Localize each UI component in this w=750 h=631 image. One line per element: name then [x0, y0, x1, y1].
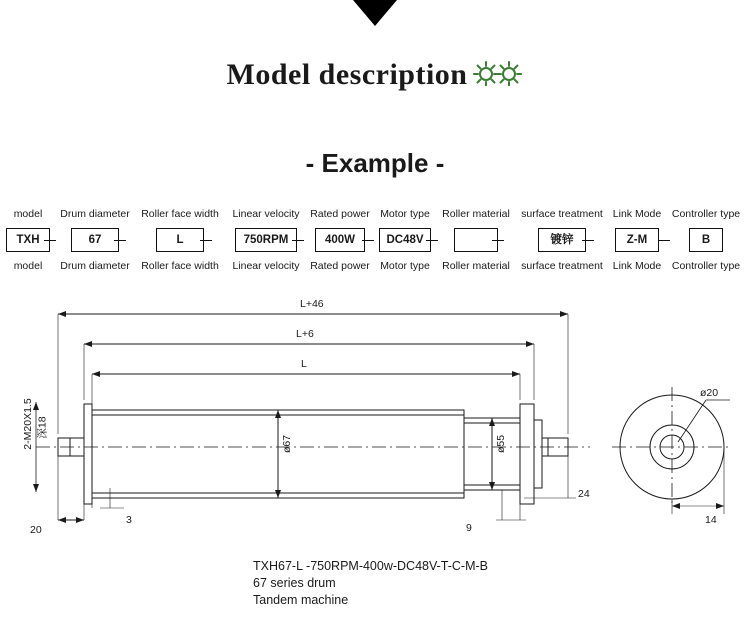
- code-cell-8: [608, 228, 666, 252]
- page-title: [0, 58, 750, 94]
- code-foot-7: surface treatment: [521, 260, 603, 272]
- model-code-breakdown: [0, 208, 750, 286]
- code-cell-5: [374, 228, 436, 252]
- page-title-text: Model description: [226, 58, 468, 91]
- code-cell-9: [666, 228, 746, 252]
- dim-label-shaft-dia: ø20: [700, 387, 719, 399]
- dim-label-face-width: L: [301, 358, 307, 370]
- code-head-6: Roller material: [442, 208, 510, 220]
- dim-label-right-step: 9: [466, 522, 472, 534]
- caption-line-machine: Tandem machine: [253, 593, 349, 607]
- code-foot-5: Motor type: [380, 260, 430, 272]
- code-foot-9: Controller type: [671, 260, 741, 272]
- code-box-row: [0, 228, 750, 252]
- code-foot-1: Drum diameter: [60, 260, 130, 272]
- code-cell-4: [306, 228, 374, 252]
- code-foot-8: Link Mode: [612, 260, 662, 272]
- gear-icon: [472, 60, 524, 94]
- code-foot-3: Linear velocity: [232, 260, 300, 272]
- caption-line-model-code: TXH67-L -750RPM-400w-DC48V-T-C-M-B: [253, 559, 489, 573]
- dim-label-mid: L+6: [296, 328, 314, 340]
- dim-label-right-offset: 24: [578, 488, 590, 500]
- code-head-5: Motor type: [380, 208, 430, 220]
- code-header-row: [0, 208, 750, 220]
- dim-label-end-dia: ø55: [495, 434, 507, 454]
- dim-label-shaft-depth: 深18: [36, 416, 49, 439]
- code-cell-2: [134, 228, 226, 252]
- code-cell-6: [436, 228, 516, 252]
- code-box-motor-type: DC48V: [379, 228, 431, 252]
- code-box-link-mode: Z-M: [615, 228, 659, 252]
- code-cell-0: [0, 228, 56, 252]
- dim-label-overall-top: L+46: [300, 298, 324, 310]
- left-flange: [84, 404, 92, 504]
- code-head-4: Rated power: [310, 208, 370, 220]
- drawing-caption: [253, 558, 488, 609]
- dim-label-drum-dia: ø67: [281, 434, 293, 454]
- right-flange: [520, 404, 534, 504]
- code-box-surface-treatment: 镀锌: [538, 228, 586, 252]
- code-head-9: Controller type: [671, 208, 741, 220]
- code-cell-1: [56, 228, 134, 252]
- code-foot-4: Rated power: [310, 260, 370, 272]
- code-head-2: Roller face width: [141, 208, 219, 220]
- code-foot-0: model: [13, 260, 43, 272]
- code-head-0: model: [13, 208, 43, 220]
- code-footer-row: [0, 260, 750, 272]
- code-box-linear-velocity: 750RPM: [235, 228, 297, 252]
- dim-label-section-dim: 14: [705, 514, 717, 526]
- code-head-3: Linear velocity: [232, 208, 300, 220]
- code-box-model: TXH: [6, 228, 50, 252]
- drawing-svg: [0, 292, 750, 552]
- code-foot-6: Roller material: [442, 260, 510, 272]
- code-head-1: Drum diameter: [60, 208, 130, 220]
- code-box-rated-power: 400W: [315, 228, 365, 252]
- page-subtitle: - Example -: [305, 148, 445, 178]
- code-cell-7: [516, 228, 608, 252]
- code-head-7: surface treatment: [521, 208, 603, 220]
- code-box-controller-type: B: [689, 228, 723, 252]
- technical-drawing: [0, 292, 750, 552]
- dim-label-left-offset: 20: [30, 524, 42, 536]
- code-box-drum-diameter: 67: [71, 228, 119, 252]
- caption-line-series: 67 series drum: [253, 576, 336, 590]
- dim-label-shaft-thread: 2-M20X1.5: [22, 398, 34, 450]
- code-foot-2: Roller face width: [141, 260, 219, 272]
- code-cell-3: [226, 228, 306, 252]
- dim-label-left-step: 3: [126, 514, 132, 526]
- code-box-roller-face-width: L: [156, 228, 204, 252]
- top-arrow-marker: [353, 0, 397, 26]
- code-head-8: Link Mode: [612, 208, 662, 220]
